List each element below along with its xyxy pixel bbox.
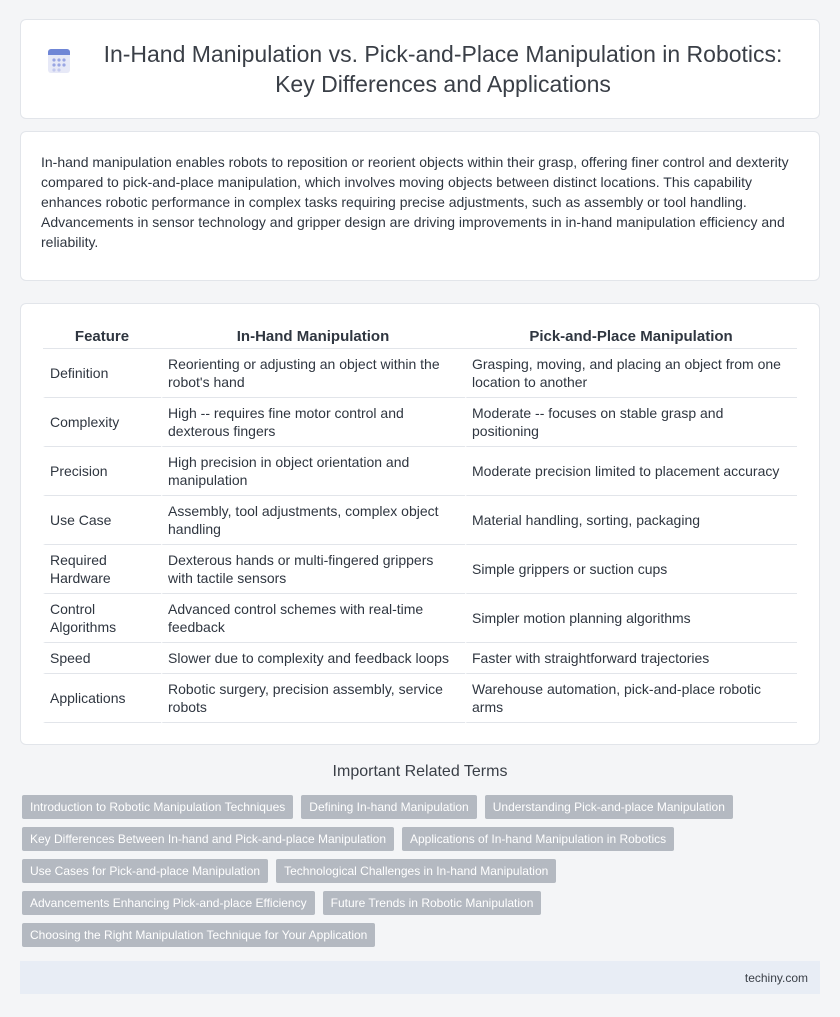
table-cell: High precision in object orientation and manipulation (161, 447, 465, 496)
table-cell: Dexterous hands or multi-fingered grippers with tactile sensors (161, 545, 465, 594)
intro-paragraph: In-hand manipulation enables robots to reposition or reorient objects within their grasp, offering finer control and dexterity compared to pick-and-place manipulation, which involves moving objects between distinct locations. This capability enhances robotic performance in complex tasks requiring precise adjustments, such as assembly or tool handling. Advancements in sensor technology and gripper design are driving improvements in in-hand manipulation efficiency and reliability. (41, 154, 789, 250)
table-cell: Moderate precision limited to placement accuracy (465, 447, 797, 496)
table-cell: Warehouse automation, pick-and-place robotic arms (465, 674, 797, 723)
table-row (43, 674, 797, 723)
related-term-tag[interactable]: Choosing the Right Manipulation Technique for Your Application (22, 923, 375, 947)
table-row (43, 594, 797, 643)
related-term-tag[interactable]: Defining In-hand Manipulation (301, 795, 476, 819)
table-cell: Grasping, moving, and placing an object from one location to another (465, 349, 797, 398)
table-row (43, 349, 797, 398)
column-header-in-hand: In-Hand Manipulation (161, 322, 465, 349)
comparison-table (43, 322, 797, 723)
table-cell: Applications (43, 674, 161, 723)
table-cell: Complexity (43, 398, 161, 447)
table-cell: Material handling, sorting, packaging (465, 496, 797, 545)
table-row (43, 398, 797, 447)
table-cell: Assembly, tool adjustments, complex object handling (161, 496, 465, 545)
related-term-tag[interactable]: Introduction to Robotic Manipulation Techniques (22, 795, 293, 819)
document-icon (45, 39, 91, 80)
table-cell: Simple grippers or suction cups (465, 545, 797, 594)
intro-section (20, 131, 820, 281)
related-terms-title: Important Related Terms (332, 763, 508, 780)
comparison-table-card (20, 303, 820, 745)
column-header-pick-and-place: Pick-and-Place Manipulation (465, 322, 797, 349)
related-term-tag[interactable]: Technological Challenges in In-hand Manipulation (276, 859, 556, 883)
table-cell: Definition (43, 349, 161, 398)
table-cell: Slower due to complexity and feedback loops (161, 643, 465, 674)
table-header-row (43, 322, 797, 349)
page-header (20, 19, 820, 119)
table-row (43, 643, 797, 674)
table-cell: High -- requires fine motor control and dexterous fingers (161, 398, 465, 447)
table-cell: Faster with straightforward trajectories (465, 643, 797, 674)
table-cell: Precision (43, 447, 161, 496)
page-footer (20, 961, 820, 994)
related-term-tag[interactable]: Understanding Pick-and-place Manipulation (485, 795, 733, 819)
table-cell: Moderate -- focuses on stable grasp and positioning (465, 398, 797, 447)
footer-site-link[interactable]: techiny.com (744, 970, 808, 985)
table-cell: Simpler motion planning algorithms (465, 594, 797, 643)
related-term-tag[interactable]: Advancements Enhancing Pick-and-place Efficiency (22, 891, 315, 915)
table-cell: Use Case (43, 496, 161, 545)
table-cell: Speed (43, 643, 161, 674)
table-cell: Advanced control schemes with real-time feedback (161, 594, 465, 643)
table-cell: Control Algorithms (43, 594, 161, 643)
table-row (43, 496, 797, 545)
related-term-tag[interactable]: Use Cases for Pick-and-place Manipulation (22, 859, 268, 883)
table-cell: Robotic surgery, precision assembly, service robots (161, 674, 465, 723)
related-terms-section (0, 763, 840, 947)
related-term-tag[interactable]: Applications of In-hand Manipulation in Robotics (402, 827, 674, 851)
page-title: In-Hand Manipulation vs. Pick-and-Place Manipulation in Robotics: Key Differences and Applications (103, 41, 783, 97)
table-row (43, 545, 797, 594)
related-term-tag[interactable]: Key Differences Between In-hand and Pick-and-place Manipulation (22, 827, 394, 851)
related-terms-tags (0, 795, 840, 947)
table-row (43, 447, 797, 496)
column-header-feature: Feature (43, 322, 161, 349)
table-cell: Required Hardware (43, 545, 161, 594)
table-cell: Reorienting or adjusting an object within the robot's hand (161, 349, 465, 398)
related-term-tag[interactable]: Future Trends in Robotic Manipulation (323, 891, 542, 915)
